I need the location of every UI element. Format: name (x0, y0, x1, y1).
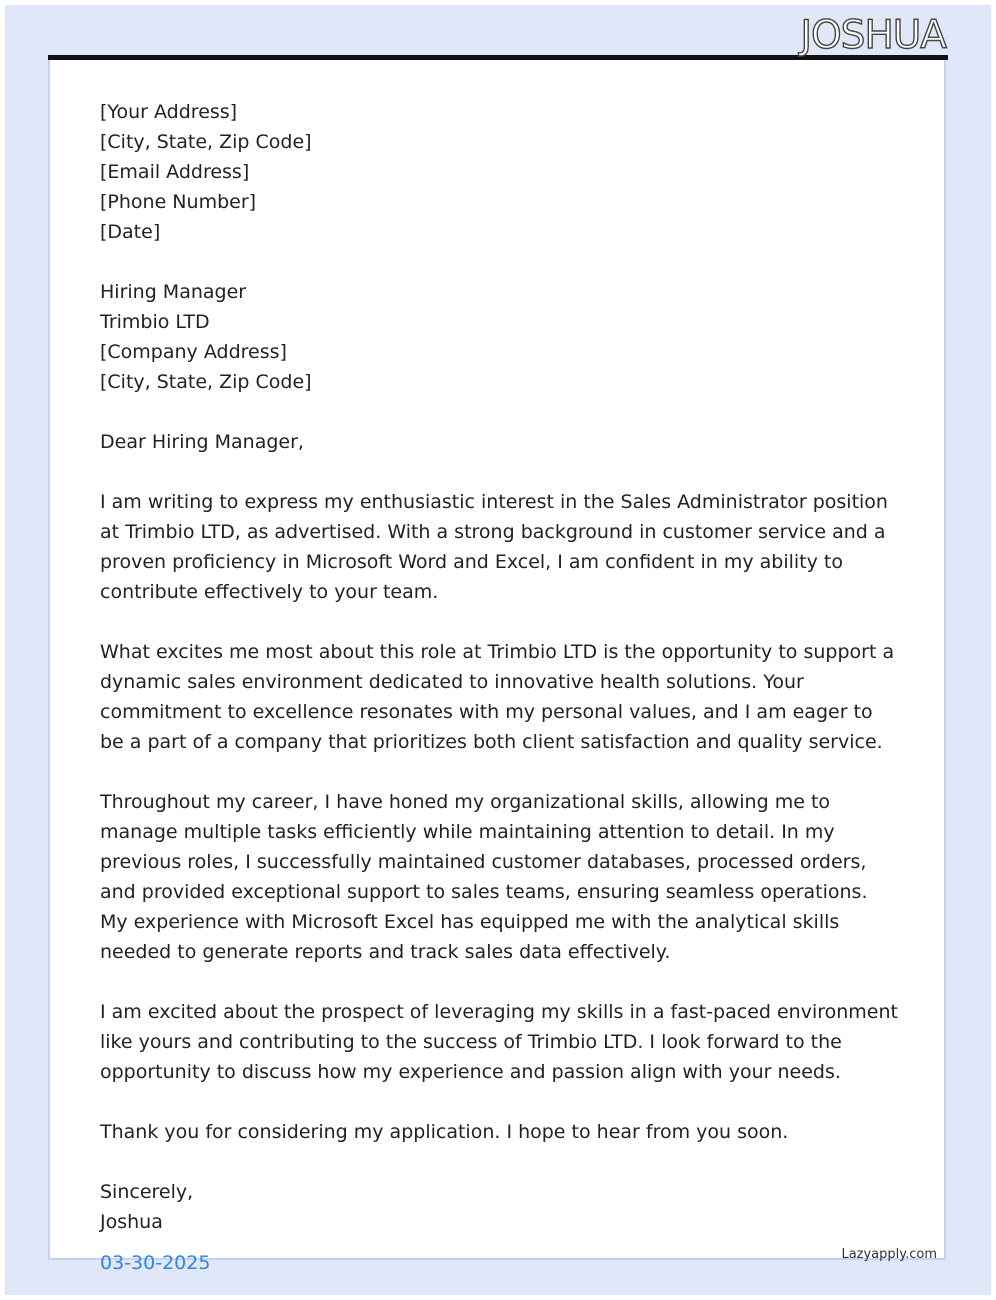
spacer (100, 247, 900, 277)
signature: Joshua (100, 1211, 163, 1233)
paragraph-thanks: Thank you for considering my application. I hope to hear from you soon. (100, 1121, 789, 1143)
sender-date: [Date] (100, 221, 161, 243)
cover-letter-body (100, 97, 900, 1237)
spacer (100, 397, 900, 427)
recipient-company-address: [Company Address] (100, 341, 287, 363)
sender-phone: [Phone Number] (100, 191, 257, 213)
sender-address: [Your Address] (100, 101, 238, 123)
footer-date: 03-30-2025 (100, 1252, 211, 1274)
paragraph-intro: I am writing to express my enthusiastic interest in the Sales Administrator position at Trimbio LTD, as advertised. With a strong background in customer service and a proven proficiency in Microsoft Word and Excel, I am confident in my ability to contribute effectively to your team. (100, 491, 888, 603)
paragraph-experience: Throughout my career, I have honed my organizational skills, allowing me to manage multiple tasks efficiently while maintaining attention to detail. In my previous roles, I successfully maintained customer databases, processed orders, and provided exceptional support to sales teams, ensuring seamless operations. My experience with Microsoft Excel has equipped me with the analytical skills needed to generate reports and track sales data effectively. (100, 791, 868, 963)
spacer (100, 1147, 900, 1177)
paragraph-closing-interest: I am excited about the prospect of leveraging my skills in a fast-paced environment like yours and contributing to the success of Trimbio LTD. I look forward to the opportunity to discuss how my experience and passion align with your needs. (100, 1001, 898, 1083)
header-name: JOSHUA (800, 13, 946, 58)
spacer (100, 1087, 900, 1117)
recipient-city-state-zip: [City, State, Zip Code] (100, 371, 312, 393)
spacer (100, 457, 900, 487)
spacer (100, 967, 900, 997)
spacer (100, 607, 900, 637)
paragraph-motivation: What excites me most about this role at Trimbio LTD is the opportunity to support a dynamic sales environment dedicated to innovative health solutions. Your commitment to excellence resonates with my personal values, and I am eager to be a part of a company that prioritizes both client satisfaction and quality service. (100, 641, 895, 753)
footer-site: Lazyapply.com (841, 1247, 937, 1262)
salutation: Dear Hiring Manager, (100, 431, 304, 453)
recipient-title: Hiring Manager (100, 281, 247, 303)
sender-email: [Email Address] (100, 161, 250, 183)
closing: Sincerely, (100, 1181, 194, 1203)
spacer (100, 757, 900, 787)
sender-city-state-zip: [City, State, Zip Code] (100, 131, 312, 153)
recipient-company: Trimbio LTD (100, 311, 210, 333)
